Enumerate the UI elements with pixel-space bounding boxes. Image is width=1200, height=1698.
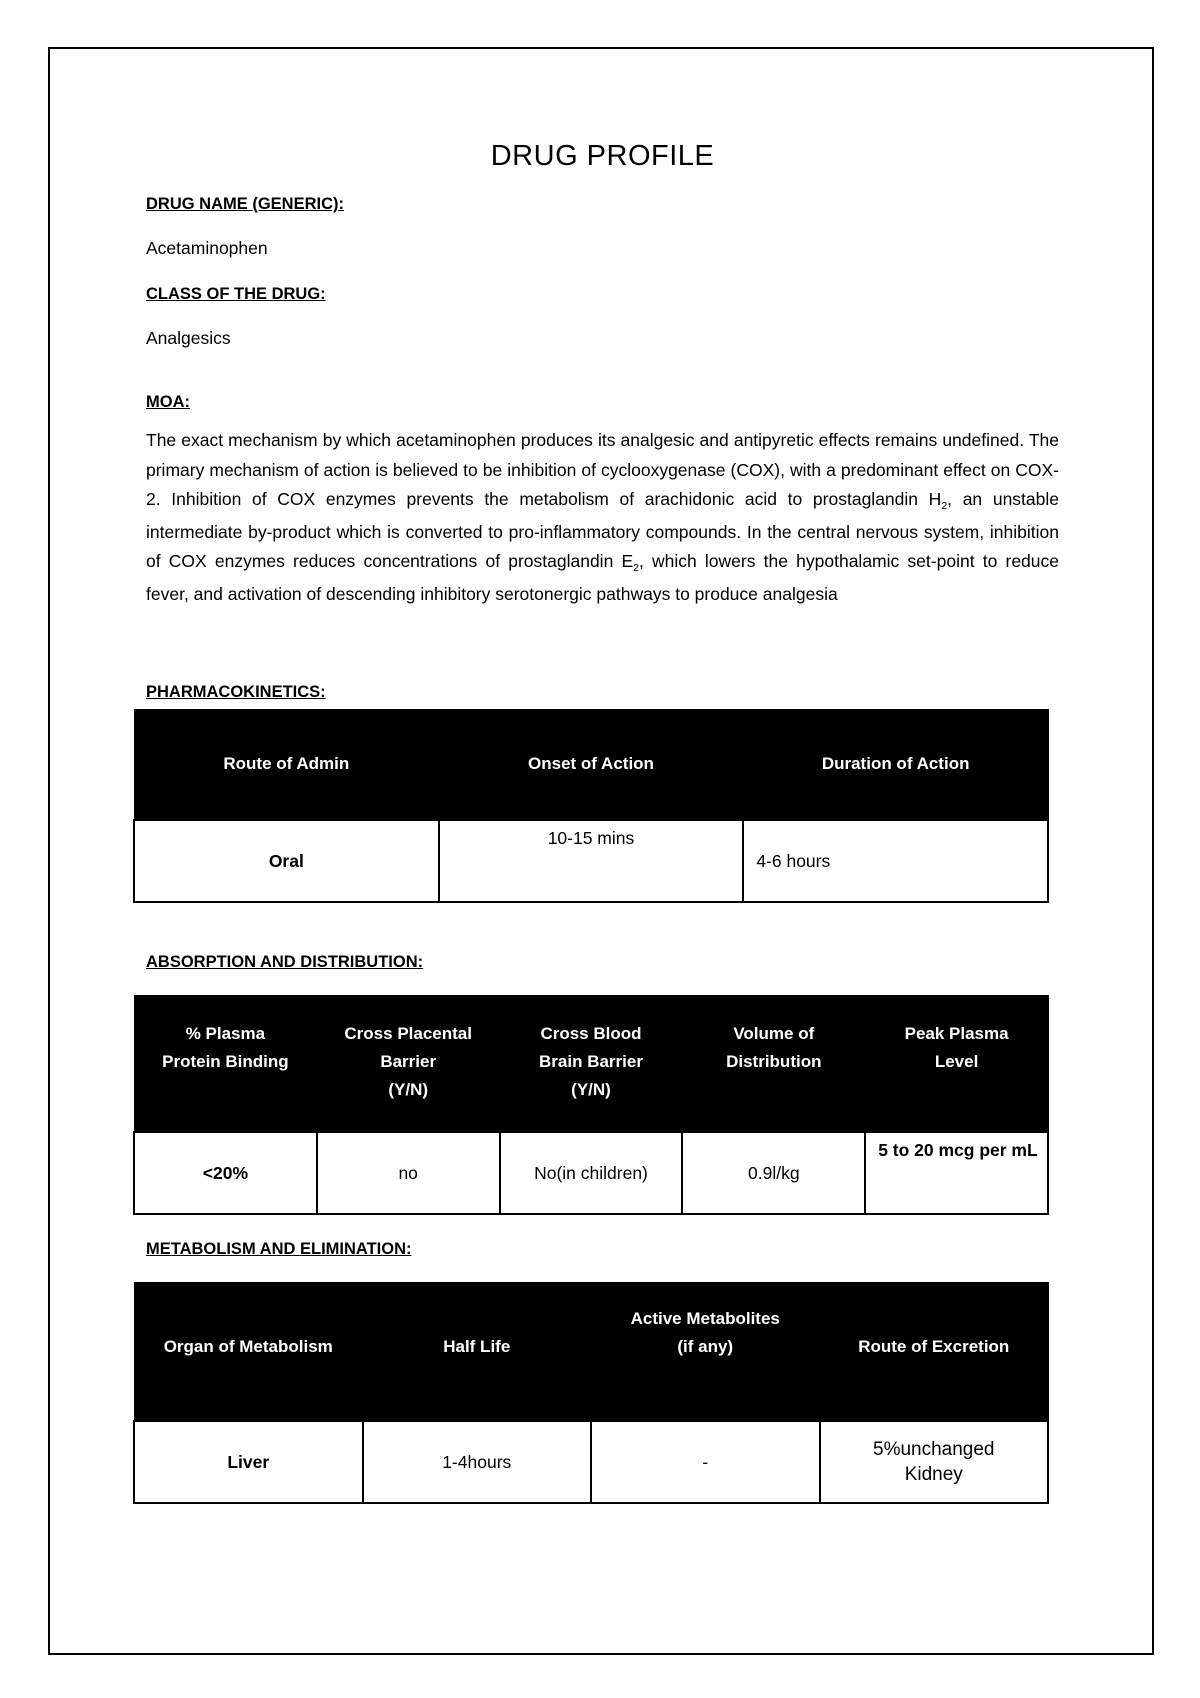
- table-row: [134, 1421, 1048, 1503]
- pharmacokinetics-heading: PHARMACOKINETICS:: [146, 683, 326, 701]
- table-header-row: [134, 996, 1048, 1132]
- drug-class-value: Analgesics: [146, 328, 231, 348]
- header-line: Barrier: [380, 1052, 437, 1071]
- metabolism-table: [133, 1282, 1049, 1504]
- page-title: DRUG PROFILE: [490, 140, 715, 172]
- table-cell: [820, 1421, 1049, 1503]
- header-line: Organ of Metabolism: [163, 1337, 333, 1356]
- moa-text: [146, 426, 1059, 609]
- drug-name-value: Acetaminophen: [146, 238, 268, 258]
- table-cell: 1-4hours: [363, 1421, 592, 1503]
- table-cell: 10-15 mins: [439, 820, 744, 902]
- table-header-cell: [682, 996, 865, 1132]
- cell-line: 5%unchanged: [873, 1438, 995, 1460]
- metabolism-heading: METABOLISM AND ELIMINATION:: [146, 1240, 412, 1258]
- table-header-cell: Route of Admin: [134, 710, 439, 820]
- table-header-cell: Onset of Action: [439, 710, 744, 820]
- header-line: (if any): [677, 1337, 734, 1356]
- absorption-table: [133, 995, 1049, 1215]
- moa-text-part2: , an unstable intermediate by-product which is converted to pro-inflammatory compounds. In the central nervous system, inhibition of COX enzymes reduces concentrations of prostaglandin E: [146, 489, 1060, 571]
- cell-line: Kidney: [904, 1463, 963, 1485]
- table-header-cell: [363, 1283, 592, 1421]
- moa-text-part3: , which lowers the hypothalamic set-point to reduce fever, and activation of descending inhibitory serotonergic pathways to produce analgesia: [146, 551, 1059, 604]
- table-cell: no: [317, 1132, 500, 1214]
- header-line: (Y/N): [571, 1080, 611, 1099]
- table-cell: 4-6 hours: [743, 820, 1048, 902]
- header-line: Active Metabolites: [630, 1309, 780, 1328]
- table-cell: Oral: [134, 820, 439, 902]
- absorption-heading: ABSORPTION AND DISTRIBUTION:: [146, 953, 424, 971]
- header-line: Level: [934, 1052, 979, 1071]
- table-row: [134, 1132, 1048, 1214]
- table-cell: 0.9l/kg: [682, 1132, 865, 1214]
- header-line: Route of Excretion: [858, 1337, 1010, 1356]
- moa-subscript-1: 2: [941, 499, 948, 512]
- drug-name-heading: DRUG NAME (GENERIC):: [146, 195, 344, 213]
- header-line: Half Life: [443, 1337, 511, 1356]
- table-header-cell: [500, 996, 683, 1132]
- header-line: Volume of: [733, 1024, 815, 1043]
- table-cell: <20%: [134, 1132, 317, 1214]
- moa-subscript-2: 2: [633, 561, 639, 574]
- document-content: [146, 140, 1060, 1485]
- table-row: [134, 820, 1048, 902]
- header-line: Peak Plasma: [904, 1024, 1009, 1043]
- header-line: (Y/N): [388, 1080, 429, 1099]
- table-header-cell: Duration of Action: [743, 710, 1048, 820]
- table-header-cell: [865, 996, 1048, 1132]
- table-cell: -: [591, 1421, 820, 1503]
- table-header-row: [134, 710, 1048, 820]
- table-header-row: [134, 1283, 1048, 1421]
- table-header-cell: [317, 996, 500, 1132]
- table-cell: Liver: [134, 1421, 363, 1503]
- header-line: Cross Blood: [540, 1024, 642, 1043]
- table-cell: 5 to 20 mcg per mL: [865, 1132, 1048, 1214]
- table-header-cell: [591, 1283, 820, 1421]
- drug-class-heading: CLASS OF THE DRUG:: [146, 285, 326, 303]
- table-header-cell: [820, 1283, 1049, 1421]
- header-line: Protein Binding: [162, 1052, 289, 1071]
- pharmacokinetics-table: [133, 709, 1049, 903]
- table-header-cell: [134, 996, 317, 1132]
- header-line: Cross Placental: [344, 1024, 472, 1043]
- header-line: Brain Barrier: [539, 1052, 643, 1071]
- header-line: % Plasma: [185, 1024, 266, 1043]
- table-cell: No(in children): [500, 1132, 683, 1214]
- moa-heading: MOA:: [146, 393, 190, 411]
- header-line: Distribution: [726, 1052, 822, 1071]
- table-header-cell: [134, 1283, 363, 1421]
- moa-text-part1: The exact mechanism by which acetaminophen produces its analgesic and antipyretic effects remains undefined. The primary mechanism of action is believed to be inhibition of cyclooxygenase (COX), with a predominant effect on COX-2. Inhibition of COX enzymes prevents the metabolism of arachidonic acid to prostaglandin H: [146, 430, 1059, 509]
